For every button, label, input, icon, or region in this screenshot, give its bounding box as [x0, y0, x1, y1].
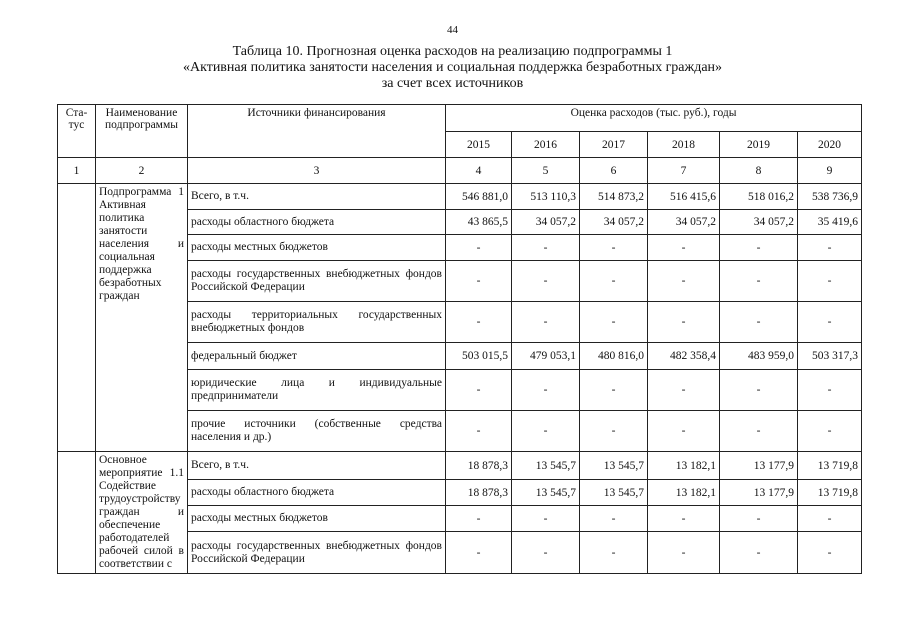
- column-number: 6: [580, 158, 648, 184]
- value-cell: -: [720, 261, 798, 302]
- value-cell: -: [580, 370, 648, 411]
- value-cell: -: [798, 235, 862, 261]
- status-cell: [58, 452, 96, 574]
- header-source: Источники финансирования: [188, 105, 446, 158]
- value-cell: 518 016,2: [720, 184, 798, 210]
- value-cell: 13 719,8: [798, 452, 862, 480]
- source-cell: расходы местных бюджетов: [188, 506, 446, 532]
- column-number: 9: [798, 158, 862, 184]
- table-body: [58, 184, 862, 574]
- value-cell: -: [512, 235, 580, 261]
- column-number: 2: [96, 158, 188, 184]
- column-number: 8: [720, 158, 798, 184]
- value-cell: -: [648, 235, 720, 261]
- value-cell: -: [648, 411, 720, 452]
- value-cell: -: [720, 532, 798, 574]
- page-number: 44: [447, 24, 458, 36]
- expenses-table: [57, 104, 862, 574]
- value-cell: -: [580, 261, 648, 302]
- value-cell: -: [648, 532, 720, 574]
- header-year: 2018: [648, 132, 720, 158]
- value-cell: -: [648, 370, 720, 411]
- value-cell: -: [798, 506, 862, 532]
- value-cell: -: [720, 235, 798, 261]
- value-cell: 34 057,2: [720, 210, 798, 235]
- header-year: 2020: [798, 132, 862, 158]
- value-cell: -: [580, 235, 648, 261]
- value-cell: 503 317,3: [798, 343, 862, 370]
- value-cell: 538 736,9: [798, 184, 862, 210]
- value-cell: 514 873,2: [580, 184, 648, 210]
- source-cell: расходы государственных внебюджетных фондов Российской Федерации: [188, 261, 446, 302]
- value-cell: 13 545,7: [512, 480, 580, 506]
- group-name-cell: [96, 452, 188, 574]
- group-name: Подпрограмма 1 Активная политика занятости населения и социальная поддержка безработных граждан: [99, 186, 184, 302]
- value-cell: -: [798, 261, 862, 302]
- value-cell: 18 878,3: [446, 452, 512, 480]
- value-cell: 13 719,8: [798, 480, 862, 506]
- header-status: Ста-тус: [58, 105, 96, 158]
- value-cell: 479 053,1: [512, 343, 580, 370]
- column-number: 4: [446, 158, 512, 184]
- value-cell: 503 015,5: [446, 343, 512, 370]
- value-cell: 13 182,1: [648, 480, 720, 506]
- source-cell: юридические лица и индивидуальные предприниматели: [188, 370, 446, 411]
- table-title: [0, 44, 905, 92]
- value-cell: -: [720, 370, 798, 411]
- value-cell: -: [446, 235, 512, 261]
- header-estimate: Оценка расходов (тыс. руб.), годы: [446, 105, 862, 132]
- source-cell: Всего, в т.ч.: [188, 184, 446, 210]
- header-year: 2019: [720, 132, 798, 158]
- title-line-2: «Активная политика занятости населения и социальная поддержка безработных граждан»: [182, 60, 723, 75]
- group-name-cell: [96, 184, 188, 452]
- value-cell: -: [798, 532, 862, 574]
- source-cell: расходы местных бюджетов: [188, 235, 446, 261]
- value-cell: 513 110,3: [512, 184, 580, 210]
- value-cell: 546 881,0: [446, 184, 512, 210]
- source-cell: расходы областного бюджета: [188, 480, 446, 506]
- title-line-1: Таблица 10. Прогнозная оценка расходов на реализацию подпрограммы 1: [232, 44, 673, 59]
- value-cell: 13 545,7: [512, 452, 580, 480]
- value-cell: 43 865,5: [446, 210, 512, 235]
- value-cell: 34 057,2: [512, 210, 580, 235]
- value-cell: 13 545,7: [580, 480, 648, 506]
- value-cell: 18 878,3: [446, 480, 512, 506]
- value-cell: -: [512, 261, 580, 302]
- header-year: 2017: [580, 132, 648, 158]
- value-cell: -: [446, 411, 512, 452]
- value-cell: -: [648, 506, 720, 532]
- value-cell: -: [580, 302, 648, 343]
- source-cell: расходы территориальных государственных внебюджетных фондов: [188, 302, 446, 343]
- value-cell: 516 415,6: [648, 184, 720, 210]
- source-cell: прочие источники (собственные средства населения и др.): [188, 411, 446, 452]
- value-cell: -: [720, 506, 798, 532]
- header-year: 2016: [512, 132, 580, 158]
- source-cell: Всего, в т.ч.: [188, 452, 446, 480]
- value-cell: -: [512, 370, 580, 411]
- value-cell: -: [580, 506, 648, 532]
- value-cell: -: [648, 261, 720, 302]
- source-cell: расходы государственных внебюджетных фондов Российской Федерации: [188, 532, 446, 574]
- value-cell: 13 177,9: [720, 452, 798, 480]
- value-cell: -: [720, 411, 798, 452]
- title-line-3: за счет всех источников: [381, 76, 524, 91]
- source-cell: федеральный бюджет: [188, 343, 446, 370]
- value-cell: -: [648, 302, 720, 343]
- value-cell: 13 177,9: [720, 480, 798, 506]
- value-cell: 482 358,4: [648, 343, 720, 370]
- column-number: 5: [512, 158, 580, 184]
- table-row: [58, 452, 862, 480]
- value-cell: -: [446, 261, 512, 302]
- value-cell: 13 545,7: [580, 452, 648, 480]
- value-cell: -: [580, 532, 648, 574]
- column-number: 1: [58, 158, 96, 184]
- column-number: 3: [188, 158, 446, 184]
- value-cell: -: [512, 411, 580, 452]
- value-cell: 13 182,1: [648, 452, 720, 480]
- status-cell: [58, 184, 96, 452]
- value-cell: 483 959,0: [720, 343, 798, 370]
- value-cell: -: [798, 302, 862, 343]
- value-cell: -: [798, 411, 862, 452]
- value-cell: 35 419,6: [798, 210, 862, 235]
- value-cell: -: [446, 506, 512, 532]
- value-cell: -: [446, 370, 512, 411]
- header-year: 2015: [446, 132, 512, 158]
- header-name: Наименование подпрограммы: [96, 105, 188, 158]
- source-cell: расходы областного бюджета: [188, 210, 446, 235]
- value-cell: 34 057,2: [580, 210, 648, 235]
- column-number: 7: [648, 158, 720, 184]
- value-cell: -: [512, 506, 580, 532]
- table-row: [58, 184, 862, 210]
- value-cell: 480 816,0: [580, 343, 648, 370]
- group-name: Основное мероприятие 1.1 Содействие трудоустройству граждан и обеспечение работодателей рабочей силой в соответствии с: [99, 454, 184, 570]
- value-cell: -: [720, 302, 798, 343]
- value-cell: -: [512, 302, 580, 343]
- value-cell: -: [512, 532, 580, 574]
- value-cell: -: [446, 532, 512, 574]
- value-cell: 34 057,2: [648, 210, 720, 235]
- value-cell: -: [580, 411, 648, 452]
- value-cell: -: [446, 302, 512, 343]
- value-cell: -: [798, 370, 862, 411]
